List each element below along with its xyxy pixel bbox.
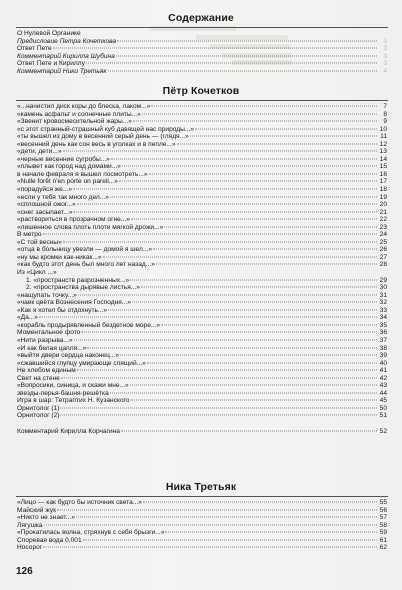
toc-entry[interactable] — [17, 141, 387, 149]
toc-entry-page: 8 — [383, 110, 387, 118]
toc-entry-page: 3 — [383, 52, 387, 60]
toc-list-kochetkov — [17, 103, 387, 436]
toc-entry-title: Игра в шар: Тетраптих Н. Кузанского — [17, 397, 130, 405]
toc-entry-page: 43 — [379, 382, 387, 390]
section-title-tretyak: Ника Третьяк — [165, 481, 237, 493]
toc-entry-title: «выйти двери сердца наконец...» — [17, 352, 120, 360]
section-rule — [16, 100, 388, 101]
toc-entry[interactable] — [17, 45, 387, 53]
dot-leader — [156, 264, 377, 265]
toc-entry-page: 40 — [379, 359, 387, 367]
toc-entry-title: «нащупать точку...» — [17, 291, 77, 299]
toc-entry-page: 17 — [379, 178, 387, 186]
toc-entry-title: «сжавшийся глупцу умирающе спящий...» — [17, 359, 146, 367]
toc-entry-title: Комментарий Кирилла Корчагина — [17, 427, 120, 435]
toc-entry-page: 4 — [383, 67, 387, 75]
toc-entry[interactable] — [17, 529, 387, 537]
toc-entry-page: 32 — [379, 299, 387, 307]
dot-leader — [77, 370, 377, 371]
dot-leader — [121, 430, 377, 431]
toc-entry-title: Орнитолог (1) — [17, 404, 60, 412]
toc-entry-page: 18 — [379, 186, 387, 194]
toc-entry[interactable] — [17, 148, 387, 156]
toc-entry-page: 3 — [383, 37, 387, 45]
dot-leader — [103, 256, 377, 257]
dot-leader — [141, 287, 377, 288]
dot-leader — [63, 241, 377, 242]
dot-leader — [143, 502, 377, 503]
toc-entry-page: 62 — [379, 544, 387, 552]
toc-entry-page: 33 — [379, 306, 387, 314]
toc-entry-page: 19 — [379, 193, 387, 201]
toc-entry-title: «корабль продырявленный бездетное море...» — [17, 321, 161, 329]
toc-entry-page: 15 — [379, 163, 387, 171]
toc-entry-page: 57 — [379, 514, 387, 522]
toc-entry[interactable] — [17, 307, 387, 315]
toc-entry[interactable] — [17, 382, 387, 390]
toc-entry-page: 61 — [379, 536, 387, 544]
toc-entry-page: 16 — [379, 170, 387, 178]
toc-entry-title: звезды-перья-башня-решётка — [17, 389, 109, 397]
dot-leader — [53, 48, 377, 49]
toc-entry[interactable] — [17, 360, 387, 368]
toc-entry[interactable] — [17, 405, 387, 413]
toc-entry-page: 10 — [379, 125, 387, 133]
toc-entry-page: 7 — [383, 103, 387, 110]
toc-entry-title: «черные весенние сугробы...» — [17, 155, 110, 163]
toc-entry-title: «...начистил диск коры до блеска, лаком...» — [17, 103, 151, 110]
section-title-kochetkov: Пётр Кочетков — [162, 85, 240, 97]
dot-leader — [77, 204, 377, 205]
toc-list-intro — [17, 30, 387, 75]
dot-leader — [73, 189, 377, 190]
toc-entry-title: «весенний день как сон весь в уголках и в пепле...» — [17, 140, 176, 148]
toc-entry-title: «сплошной ожог...» — [17, 201, 76, 209]
toc-entry[interactable] — [17, 103, 387, 111]
dot-leader — [63, 151, 378, 152]
toc-entry-title: В метро — [17, 231, 42, 239]
toc-entry-page: 14 — [379, 155, 387, 163]
dot-leader — [130, 385, 377, 386]
toc-entry-title: в начале февраля я вышел посмотреть...» — [17, 170, 148, 178]
toc-entry[interactable] — [17, 231, 387, 239]
toc-entry[interactable] — [17, 194, 387, 202]
toc-entry-page: 38 — [379, 344, 387, 352]
toc-entry-page: 37 — [379, 336, 387, 344]
toc-entry[interactable] — [17, 68, 387, 76]
dot-leader — [81, 332, 377, 333]
dot-leader — [78, 294, 377, 295]
toc-entry-page: 56 — [379, 506, 387, 514]
toc-entry[interactable] — [17, 329, 387, 337]
toc-entry[interactable] — [17, 537, 387, 545]
toc-entry[interactable] — [17, 375, 387, 383]
toc-entry[interactable] — [17, 224, 387, 232]
dot-leader — [149, 173, 377, 174]
toc-entry-title: «чаек цвёта Вознесения Господня...» — [17, 299, 131, 307]
toc-entry-page: 30 — [379, 284, 387, 292]
dot-leader — [61, 377, 377, 378]
dot-leader — [57, 509, 377, 510]
toc-entry[interactable] — [17, 209, 387, 217]
toc-entry-title: Моментальное фото — [17, 329, 81, 337]
toc-entry-page: 9 — [383, 118, 387, 126]
dot-leader — [60, 407, 377, 408]
dot-leader — [132, 302, 377, 303]
toc-entry-page: 26 — [379, 246, 387, 254]
toc-entry-title: «если у тебя так много дел...» — [17, 193, 109, 201]
dot-leader — [74, 339, 377, 340]
toc-entry-title: «Никто не знает...» — [17, 514, 75, 522]
dot-leader — [116, 55, 377, 56]
toc-entry[interactable] — [17, 261, 387, 269]
toc-entry-page: 23 — [379, 223, 387, 231]
dot-leader — [110, 392, 377, 393]
toc-entry-page: 36 — [379, 329, 387, 337]
toc-entry-title: 1. «пространств разрозненных...» — [26, 276, 130, 284]
toc-entry-page: 13 — [379, 148, 387, 156]
dot-leader — [87, 347, 377, 348]
toc-entry-page: 20 — [379, 201, 387, 209]
toc-entry[interactable] — [17, 367, 387, 375]
toc-entry-title: «отца в больницу увезли — домой я шел...» — [17, 246, 152, 254]
toc-entry[interactable] — [17, 30, 387, 38]
toc-entry[interactable] — [17, 390, 387, 398]
dot-leader — [130, 279, 377, 280]
toc-entry-title: Орнитолог (2) — [17, 412, 60, 420]
toc-entry[interactable] — [17, 269, 387, 277]
toc-entry-page: 58 — [379, 521, 387, 529]
toc-entry-title: «ну мы кромки как-никак...» — [17, 253, 102, 261]
toc-entry-title: Комментарий Кирилла Шубина — [17, 52, 115, 60]
toc-entry[interactable] — [17, 216, 387, 224]
toc-entry[interactable] — [17, 428, 387, 436]
toc-entry[interactable] — [17, 337, 387, 345]
toc-entry-title: «снег засыпает...» — [17, 208, 73, 216]
toc-entry-page: 39 — [379, 352, 387, 360]
toc-entry-title: «дети, дети...» — [17, 148, 62, 156]
toc-entry[interactable] — [17, 53, 387, 61]
toc-entry[interactable] — [17, 412, 387, 420]
dot-leader — [151, 106, 377, 107]
dot-leader — [133, 121, 377, 122]
spacer — [17, 420, 387, 428]
dot-leader — [119, 181, 377, 182]
dot-leader — [153, 249, 377, 250]
toc-entry-page: 12 — [379, 140, 387, 148]
toc-entry[interactable] — [17, 345, 387, 353]
toc-entry-title: «Nulle forêt n'en porte un pareil...» — [17, 178, 118, 186]
toc-entry-page: 55 — [379, 499, 387, 506]
toc-entry-title: «Звенит кровосмесительной жары...» — [17, 118, 132, 126]
toc-entry-page: 11 — [380, 133, 387, 141]
title-rule — [16, 27, 388, 28]
toc-entry-page: 50 — [379, 404, 387, 412]
toc-entry[interactable] — [17, 156, 387, 164]
toc-entry-page: 45 — [379, 397, 387, 405]
toc-entry-page: 24 — [379, 231, 387, 239]
toc-entry-page: 35 — [379, 321, 387, 329]
toc-entry[interactable] — [17, 163, 387, 171]
toc-entry-title: «с этот странный-страшный куб давящей нас природы...» — [17, 125, 195, 133]
toc-entry[interactable] — [17, 186, 387, 194]
toc-entry-title: Комментарий Ники Третьяк — [17, 67, 107, 75]
toc-entry-page: 29 — [379, 276, 387, 284]
toc-entry[interactable] — [17, 284, 387, 292]
toc-entry-title: «плывет как город над домами...» — [17, 163, 121, 171]
toc-entry-page: 41 — [379, 367, 387, 375]
dot-leader — [108, 70, 377, 71]
dot-leader — [165, 532, 377, 533]
toc-entry-page: 51 — [379, 412, 387, 420]
toc-entry-page: 3 — [383, 45, 387, 53]
toc-entry[interactable] — [17, 292, 387, 300]
toc-entry-page: 44 — [379, 389, 387, 397]
dot-leader — [131, 400, 377, 401]
dot-leader — [117, 40, 377, 41]
dot-leader — [142, 113, 377, 114]
toc-entry[interactable] — [17, 352, 387, 360]
toc-entry-title: Предисловие Петра Кочеткова — [17, 37, 117, 45]
dot-leader — [39, 317, 377, 318]
toc-entry[interactable] — [17, 178, 387, 186]
toc-entry[interactable] — [17, 118, 387, 126]
toc-entry[interactable] — [17, 522, 387, 530]
toc-entry[interactable] — [17, 133, 387, 141]
toc-entry[interactable] — [17, 544, 387, 552]
toc-entry-title: Ответ Пете — [17, 45, 52, 53]
dot-leader — [108, 309, 377, 310]
toc-entry[interactable] — [17, 126, 387, 134]
section-rule — [16, 496, 388, 497]
toc-entry[interactable] — [17, 246, 387, 254]
toc-entry-title: Из «Цикл ...» — [17, 269, 57, 277]
toc-entry-page: 28 — [379, 261, 387, 269]
section-title-contents: Содержание — [168, 12, 234, 24]
toc-entry-title: Споревая вода 0,001 — [17, 536, 82, 544]
toc-entry-title: Свет на стене — [17, 374, 60, 382]
toc-entry-title: «лишенное слова плоть плоти мягкой дрожи...» — [17, 223, 164, 231]
toc-entry-title: «И как белая цапля...» — [17, 344, 87, 352]
toc-entry-title: Майский жук — [17, 506, 56, 514]
toc-entry-page: 34 — [379, 314, 387, 322]
dot-leader — [190, 136, 377, 137]
toc-entry[interactable] — [17, 507, 387, 515]
toc-entry-title: «камень асфальт и солнечные плиты...» — [17, 110, 141, 118]
toc-entry-page: 27 — [379, 253, 387, 261]
toc-entry[interactable] — [17, 314, 387, 322]
toc-entry[interactable] — [17, 38, 387, 46]
toc-entry-title: «раствориться в прозрачном огне...» — [17, 216, 130, 224]
toc-entry[interactable] — [17, 322, 387, 330]
toc-entry[interactable] — [17, 277, 387, 285]
toc-entry[interactable] — [17, 514, 387, 522]
toc-entry[interactable] — [17, 499, 387, 507]
dot-leader — [110, 196, 377, 197]
dot-leader — [147, 362, 377, 363]
toc-entry-page: 31 — [379, 291, 387, 299]
dot-leader — [131, 219, 377, 220]
dot-leader — [83, 539, 377, 540]
toc-entry[interactable] — [17, 171, 387, 179]
toc-entry-title: Лягушка — [17, 521, 43, 529]
dot-leader — [76, 517, 377, 518]
dot-leader — [86, 63, 377, 64]
toc-entry-page: 22 — [379, 216, 387, 224]
toc-entry-title: «Да...» — [17, 314, 38, 322]
toc-entry-title: «как будто этот день был много лет назад...» — [17, 261, 155, 269]
dot-leader — [60, 415, 377, 416]
toc-entry[interactable] — [17, 60, 387, 68]
toc-entry-title: «Как я хотел бы отдохнуть...» — [17, 306, 108, 314]
toc-entry[interactable] — [17, 299, 387, 307]
toc-entry[interactable] — [17, 201, 387, 209]
toc-entry-title: О Нулевой Органике — [17, 30, 81, 37]
dot-leader — [111, 158, 377, 159]
dot-leader — [120, 355, 377, 356]
toc-entry-page: 42 — [379, 374, 387, 382]
dot-leader — [164, 226, 377, 227]
toc-entry-page: 3 — [383, 60, 387, 68]
dot-leader — [73, 211, 377, 212]
toc-entry[interactable] — [17, 111, 387, 119]
toc-entry[interactable] — [17, 397, 387, 405]
dot-leader — [161, 324, 377, 325]
toc-entry-page: 21 — [379, 208, 387, 216]
dot-leader — [195, 128, 377, 129]
toc-entry-title: «Прокатилась волна, стряхнув с себя брызги...» — [17, 529, 165, 537]
toc-entry-title: Носорог — [17, 544, 43, 552]
toc-entry[interactable] — [17, 239, 387, 247]
toc-entry-title: «Лицо — как будто бы источник света...» — [17, 499, 142, 506]
dot-leader — [44, 524, 377, 525]
toc-entry-title: 2. «пространства дырявые листья...» — [26, 284, 140, 292]
toc-entry[interactable] — [17, 254, 387, 262]
toc-entry-page: 25 — [379, 238, 387, 246]
toc-entry-title: «ты вышел из дому в весенний серый день — (глядя...» — [17, 133, 189, 141]
toc-entry-title: «С той весны» — [17, 238, 62, 246]
toc-entry-title: «Нити разрыва...» — [17, 336, 73, 344]
dot-leader — [43, 547, 377, 548]
dot-leader — [177, 143, 377, 144]
dot-leader — [122, 166, 377, 167]
toc-entry-title: «порадуйся же...» — [17, 186, 73, 194]
toc-list-tretyak — [17, 499, 387, 552]
toc-entry-title: «Вопросики, синица, и скажи мне...» — [17, 382, 129, 390]
toc-entry-page: 59 — [379, 529, 387, 537]
toc-entry-title: Не хлебом единым — [17, 367, 76, 375]
toc-entry-page: 52 — [379, 427, 387, 435]
page-number: 126 — [16, 566, 33, 577]
toc-entry-title: Ответ Пете и Кириллу — [17, 60, 85, 68]
dot-leader — [43, 234, 377, 235]
